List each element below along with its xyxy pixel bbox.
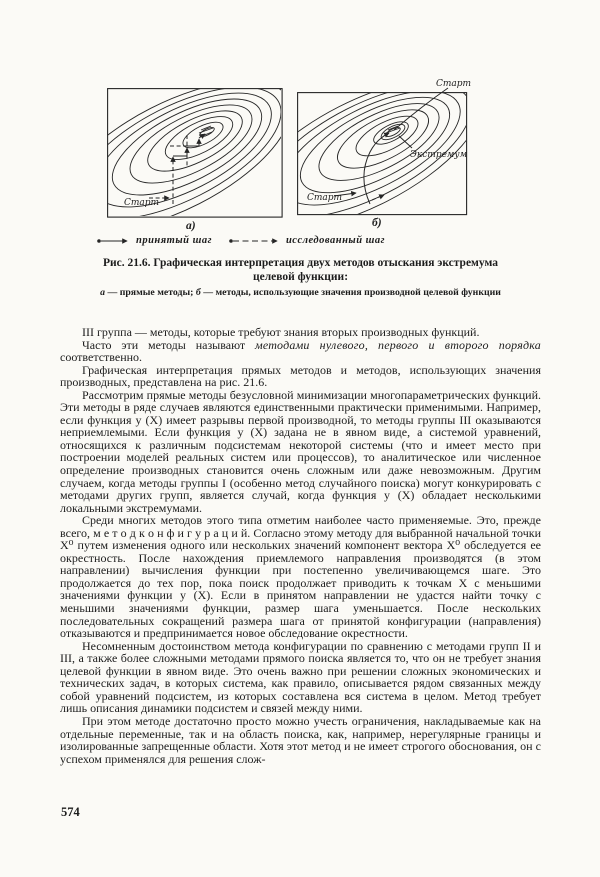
body-text: [60, 326, 541, 765]
extremum-label: Экстремум: [410, 150, 468, 160]
page-number: 574: [61, 805, 80, 819]
paragraph-2: Часто эти методы называют методами нулевого, первого и второго порядка соответственно.: [60, 337, 541, 365]
caption-key-b: б: [195, 287, 201, 298]
panel-a-label: а): [186, 220, 196, 232]
paragraph-1: III группа — методы, которые требуют знания вторых производных функций.: [82, 325, 480, 339]
start-bottom-label-b: Старт: [307, 193, 343, 203]
paragraph-4: Рассмотрим прямые методы безусловной минимизации многопараметрических функций. Эти методы в ряде случаев являются единственными практически применимыми. Например, если функция у (X) имеет разрывы первой производной, то методы группы III оказываются неприемлемыми. Если функция у (X) задана не в явном виде, а системой уравнений, относящихся к различным подсистемам некоторой системы (что и имеет место при построении моделей реальных систем или процессов), то аналитическое или численное определение производных становится очень сложным или даже невозможным. Другим случаем, когда методы группы I (особенно метод случайного поиска) могут конкурировать с методами других групп, является случай, когда функция у (X) обладает несколькими локальными экстремумами.: [60, 387, 541, 515]
accepted-step-label: принятый шаг: [136, 235, 212, 246]
contour-plot-b: [296, 76, 492, 218]
figure-caption: [60, 257, 541, 299]
caption-line-2: целевой функции:: [252, 270, 349, 283]
extremum-pointer: [399, 136, 412, 148]
explored-step-label: исследованный шаг: [285, 235, 386, 246]
contour-plot-a: [107, 88, 283, 218]
paragraph-6: Несомненным достоинством метода конфигурации по сравнению с методами групп II и III, а также более сложными методами прямого поиска является то, что он не требует знания целевой функции в явном виде. Это очень важно при решении сложных экономических и технических задач, в которых система, как правило, описывается рядом связанных между собой уравнений подсистем, из которых составлена вся система в целом. Метод требует лишь описания динамики подсистем и связей между ними.: [60, 638, 541, 716]
start-label-a: Старт: [124, 198, 160, 208]
paragraph-7: При этом методе достаточно просто можно учесть ограничения, накладываемые как на отдельные переменные, так и на область поиска, как, например, нерегулярные границы и изолированные запрещенные области. Хотя этот метод и не имеет строгого обоснования, он с успехом применялся для решения слож-: [60, 713, 541, 766]
accepted-step-marker-icon: [96, 236, 130, 246]
figure-legend: [96, 235, 385, 246]
paragraph-5: Среди многих методов этого типа отметим наиболее часто применяемые. Это, прежде всего, м е т о д к о н ф и г у р а ц и й. Согласно этому методу для выбранной начальной точки X⁰ путем изменения одного или нескольких значений компонент вектора X⁰ обследуется ее окрестность. После нахождения приемлемого направления производятся (в этом направлении) вычисления функции при постепенно увеличивающемся шаге. Это продолжается до тех пор, пока поиск продолжает приводить к точкам X с меньшими значениями функции у (X). Если в принятом направлении не удастся найти точку с меньшими значениями функции, размер шага уменьшается. После нескольких последовательных сокращений размера шага от принятой конфигурации (направления) отказываются и предпринимается новое обследование окрестности.: [60, 513, 541, 641]
start-top-label-b: Старт: [436, 79, 472, 89]
paragraph-3: Графическая интерпретация прямых методов и методов, использующих значения производных, представлена на рис. 21.6.: [60, 362, 541, 390]
caption-sublegend: а — прямые методы; б — методы, использующие значения производной целевой функции: [100, 287, 501, 298]
explored-step-marker-icon: [228, 236, 280, 246]
caption-line-1: Рис. 21.6. Графическая интерпретация двух методов отыскания экстремума: [103, 257, 498, 269]
panel-b-label: б): [372, 217, 382, 229]
caption-key-a: а: [100, 287, 105, 298]
